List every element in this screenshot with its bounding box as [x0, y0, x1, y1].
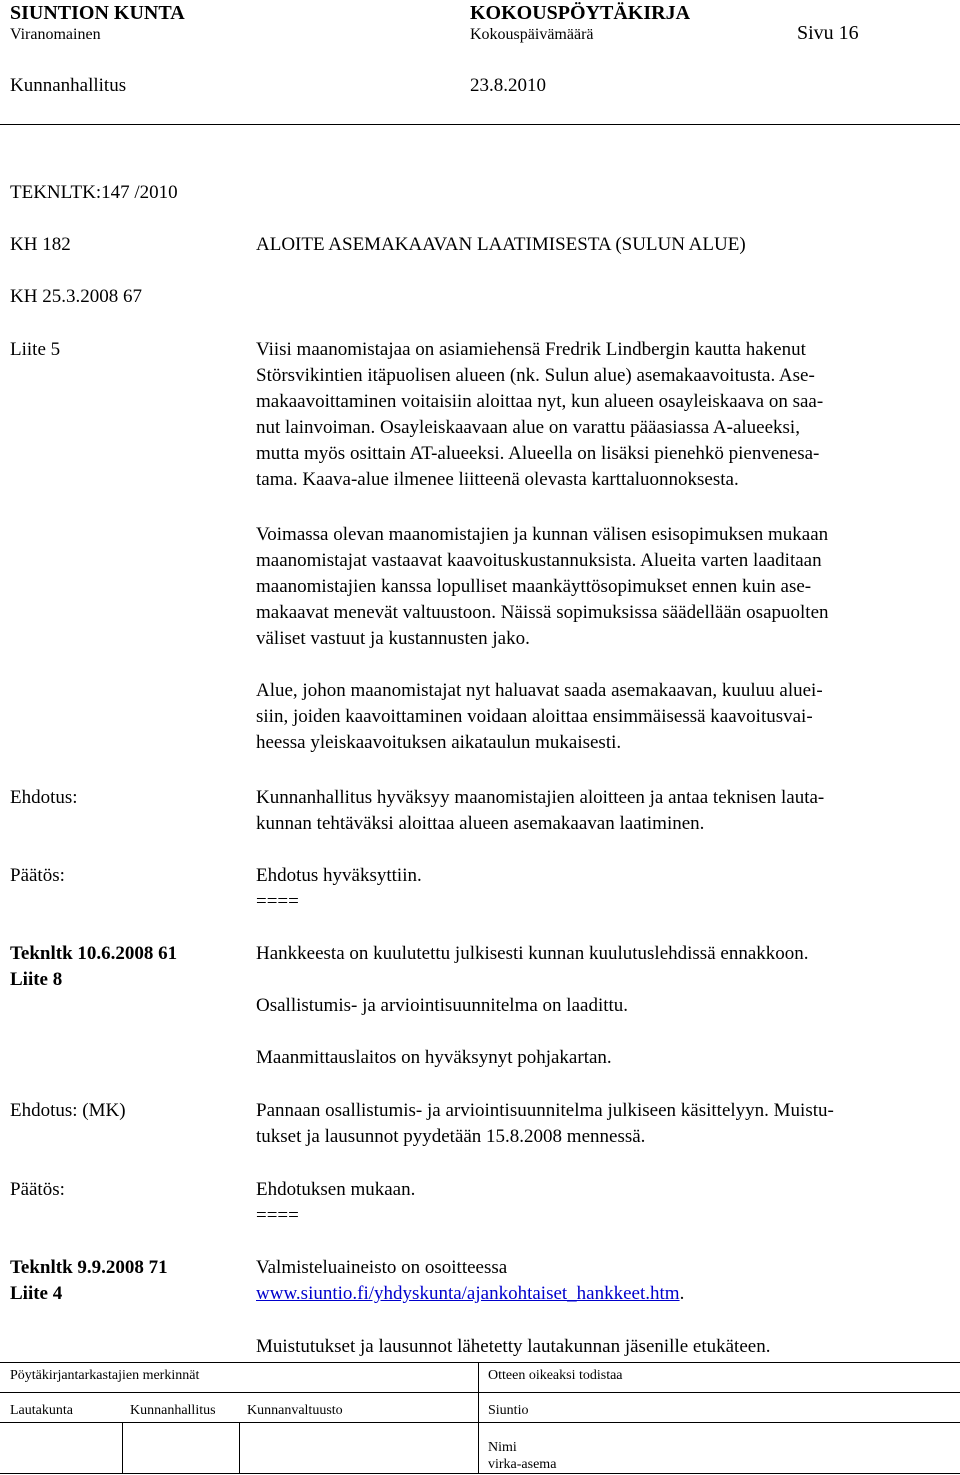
footer-board-label: Lautakunta — [10, 1403, 73, 1418]
intro-line: tama. Kaava-alue ilmenee liitteenä olevasta karttaluonnoksesta. — [256, 469, 739, 490]
zoning-phase-paragraph — [256, 678, 946, 756]
municipality-name: SIUNTION KUNTA — [10, 2, 185, 24]
document-type: KOKOUSPÖYTÄKIRJA — [470, 2, 691, 24]
footer-col-divider — [239, 1422, 240, 1473]
intro-line: nut lainvoiman. Osayleiskaavaan alue on varattu pääasiassa A-alueeksi, — [256, 417, 800, 438]
proposal-mk-label: Ehdotus: (MK) — [10, 1100, 126, 1121]
proposal-mk-text — [256, 1098, 946, 1150]
footer-position-label: virka-asema — [488, 1457, 557, 1472]
comments-sent-line: Muistutukset ja lausunnot lähetetty lautakunnan jäsenille etukäteen. — [256, 1336, 771, 1357]
decision-text — [256, 863, 946, 915]
basemap-approved-line: Maanmittauslaitos on hyväksynyt pohjakartan. — [256, 1047, 612, 1068]
header-divider — [0, 124, 960, 125]
paragraph-line: siin, joiden kaavoittaminen voidaan aloittaa ensimmäisessä kaavoitusvai- — [256, 706, 813, 727]
announcement-line: Hankkeesta on kuulutettu julkisesti kunnan kuulutuslehdissä ennakkoon. — [256, 943, 809, 964]
attachment-5-label: Liite 5 — [10, 339, 61, 360]
proposal-line: tukset ja lausunnot pyydetään 15.8.2008 mennessä. — [256, 1126, 646, 1147]
proposal-text — [256, 785, 946, 837]
material-url-link[interactable]: www.siuntio.fi/yhdyskunta/ajankohtaiset_hankkeet.htm — [256, 1283, 680, 1304]
paragraph-line: heessa yleiskaavoituksen aikataulun mukaisesti. — [256, 732, 622, 753]
intro-line: makaavoittaminen voitaisiin aloittaa nyt, kun alueen osayleiskaava on saa- — [256, 391, 824, 412]
teknltk-reference: TEKNLTK:147 /2010 — [10, 182, 178, 203]
proposal-line: Pannaan osallistumis- ja arviointisuunnitelma julkiseen käsittelyyn. Muistu- — [256, 1100, 834, 1121]
decision-line: Ehdotus hyväksyttiin. — [256, 865, 422, 886]
material-url-line — [256, 1281, 946, 1307]
footer-mid-border — [0, 1392, 960, 1393]
decision-separator: ==== — [256, 891, 299, 912]
footer-center-divider — [478, 1362, 479, 1473]
decision-label: Päätös: — [10, 865, 65, 886]
material-address-text — [256, 1255, 946, 1307]
page-number: Sivu 16 — [797, 22, 859, 44]
proposal-label: Ehdotus: — [10, 787, 78, 808]
footer-certification-title: Otteen oikeaksi todistaa — [488, 1368, 623, 1383]
teknltk-10-6-reference: Teknltk 10.6.2008 61 — [10, 943, 178, 964]
intro-paragraph — [256, 337, 946, 493]
footer-municipal-board-label: Kunnanhallitus — [130, 1403, 216, 1418]
intro-line: Viisi maanomistajaa on asiamiehensä Fredrik Lindbergin kautta hakenut — [256, 339, 806, 360]
teknltk-9-9-reference: Teknltk 9.9.2008 71 — [10, 1257, 168, 1278]
footer-council-label: Kunnanvaltuusto — [247, 1403, 343, 1418]
attachment-4-label: Liite 4 — [10, 1283, 63, 1304]
footer-place: Siuntio — [488, 1403, 529, 1418]
footer-row-border — [0, 1422, 960, 1423]
authority-name: Kunnanhallitus — [10, 75, 127, 96]
paragraph-line: Voimassa olevan maanomistajien ja kunnan välisen esisopimuksen mukaan — [256, 524, 829, 545]
attachment-8-label: Liite 8 — [10, 969, 63, 990]
decision-text — [256, 1177, 946, 1229]
intro-line: Störsvikintien itäpuolisen alueen (nk. Sulun alue) asemakaavoitusta. Ase- — [256, 365, 815, 386]
proposal-line: kunnan tehtäväksi aloittaa alueen asemakaavan laatiminen. — [256, 813, 705, 834]
footer-name-label: Nimi — [488, 1440, 517, 1455]
material-line: Valmisteluaineisto on osoitteessa — [256, 1257, 508, 1278]
footer-col-divider — [122, 1422, 123, 1473]
paragraph-line: Alue, johon maanomistajat nyt haluavat saada asemakaavan, kuuluu aluei- — [256, 680, 823, 701]
url-suffix: . — [679, 1283, 685, 1304]
paragraph-line: maanomistajien kanssa lopulliset maankäyttösopimukset ennen kuin ase- — [256, 576, 812, 597]
kh-reference: KH 182 — [10, 234, 71, 255]
proposal-line: Kunnanhallitus hyväksyy maanomistajien aloitteen ja antaa teknisen lauta- — [256, 787, 825, 808]
matter-title: ALOITE ASEMAKAAVAN LAATIMISESTA (SULUN ALUE) — [256, 234, 746, 255]
decision-line: Ehdotuksen mukaan. — [256, 1179, 416, 1200]
intro-line: mutta myös osittain AT-alueeksi. Alueella on lisäksi pienehkö pienvenesa- — [256, 443, 820, 464]
footer-top-border — [0, 1362, 960, 1363]
footer-inspectors-title: Pöytäkirjantarkastajien merkinnät — [10, 1368, 200, 1383]
decision-separator: ==== — [256, 1205, 299, 1226]
kh-previous-reference: KH 25.3.2008 67 — [10, 286, 142, 307]
agreement-paragraph — [256, 522, 946, 652]
paragraph-line: makaavat menevät valtuustoon. Näissä sopimuksissa säädellään osapuolten — [256, 602, 829, 623]
paragraph-line: maanomistajat vastaavat kaavoituskustannuksista. Alueita varten laaditaan — [256, 550, 822, 571]
decision-label: Päätös: — [10, 1179, 65, 1200]
plan-prepared-line: Osallistumis- ja arviointisuunnitelma on laadittu. — [256, 995, 629, 1016]
paragraph-line: väliset vastuut ja kustannusten jako. — [256, 628, 530, 649]
meeting-date: 23.8.2010 — [470, 75, 546, 96]
authority-label: Viranomainen — [10, 26, 101, 43]
meeting-date-label: Kokouspäivämäärä — [470, 26, 594, 43]
footer-bottom-border — [0, 1473, 960, 1474]
